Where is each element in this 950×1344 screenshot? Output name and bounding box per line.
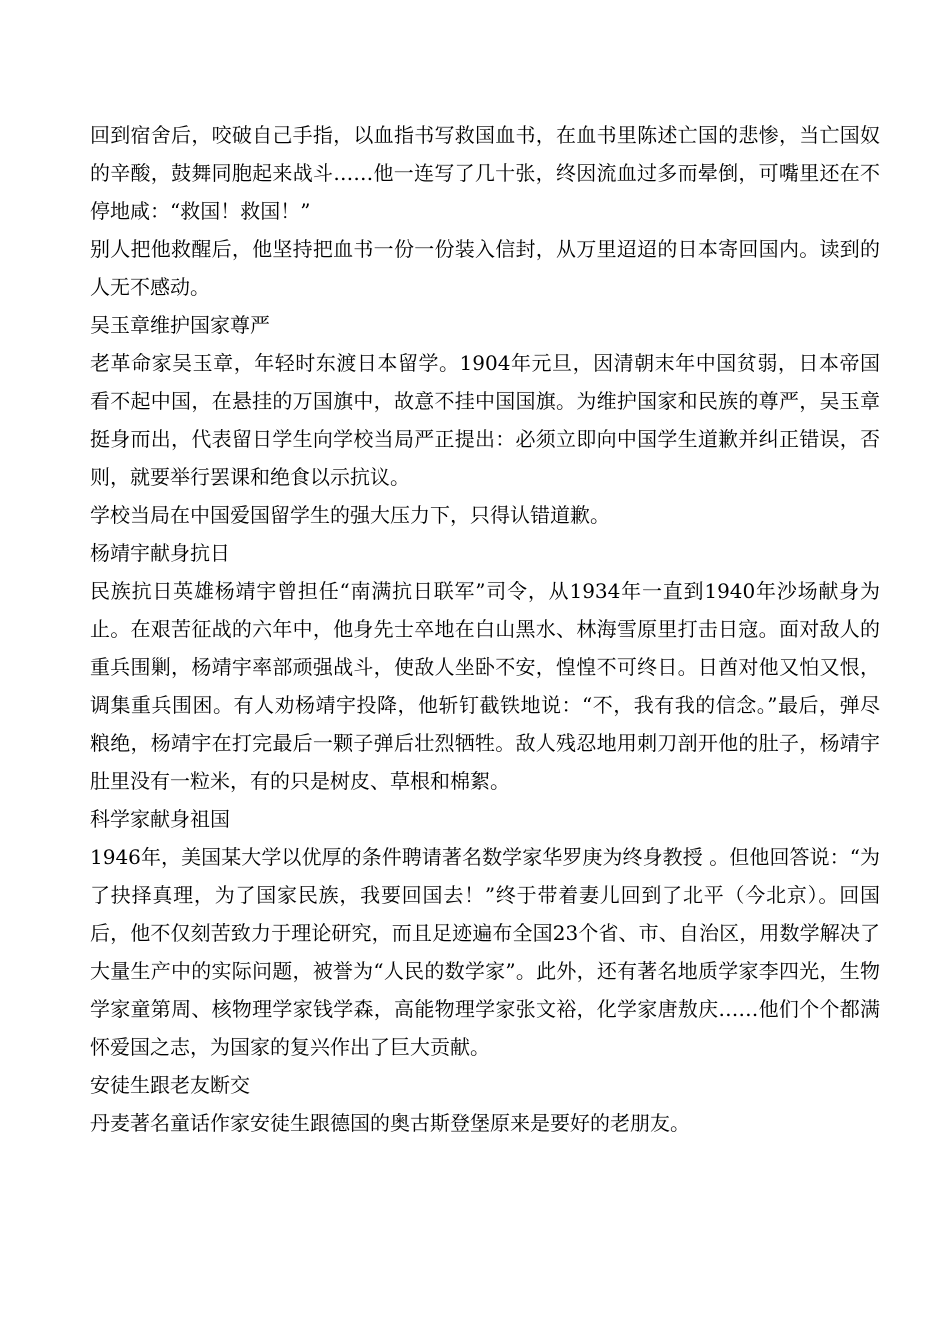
- paragraph: 别人把他救醒后，他坚持把血书一份一份装入信封，从万里迢迢的日本寄回国内。读到的人无不感动。: [90, 237, 880, 299]
- section-heading: 科学家献身祖国: [90, 807, 230, 831]
- paragraph: 老革命家吴玉章，年轻时东渡日本留学。1904年元旦，因清朝末年中国贫弱，日本帝国看不起中国，在悬挂的万国旗中，故意不挂中国国旗。为维护国家和民族的尊严，吴玉章挺身而出，代表留日学生向学校当局严正提出：必须立即向中国学生道歉并纠正错误，否则，就要举行罢课和绝食以示抗议。: [90, 351, 880, 489]
- paragraph: 民族抗日英雄杨靖宇曾担任“南满抗日联军”司令，从1934年一直到1940年沙场献身为止。在艰苦征战的六年中，他身先士卒地在白山黑水、林海雪原里打击日寇。面对敌人的重兵围剿，杨靖宇率部顽强战斗，使敌人坐卧不安，惶惶不可终日。日酋对他又怕又恨，调集重兵围困。有人劝杨靖宇投降，他斩钉截铁地说：“不，我有我的信念。”最后，弹尽粮绝，杨靖宇在打完最后一颗子弹后壮烈牺牲。敌人残忍地用刺刀剖开他的肚子，杨靖宇肚里没有一粒米，有的只是树皮、草根和棉絮。: [90, 579, 880, 793]
- section-heading: 杨靖宇献身抗日: [90, 541, 230, 565]
- section-heading: 安徒生跟老友断交: [90, 1073, 250, 1097]
- paragraph: 1946年，美国某大学以优厚的条件聘请著名数学家华罗庚为终身教授 。但他回答说：“为了抉择真理，为了国家民族，我要回国去！”终于带着妻儿回到了北平（今北京）。回国后，他不仅刻苦致力于理论研究，而且足迹遍布全国23个省、市、自治区，用数学解决了大量生产中的实际问题，被誉为“人民的数学家”。此外，还有著名地质学家李四光，生物学家童第周、核物理学家钱学森，高能物理学家张文裕，化学家唐敖庆……他们个个都满怀爱国之志，为国家的复兴作出了巨大贡献。: [90, 845, 880, 1059]
- paragraph: 回到宿舍后，咬破自己手指，以血指书写救国血书，在血书里陈述亡国的悲惨，当亡国奴的辛酸，鼓舞同胞起来战斗……他一连写了几十张，终因流血过多而晕倒，可嘴里还在不停地咸：“救国！救国！”: [90, 123, 880, 223]
- paragraph: 学校当局在中国爱国留学生的强大压力下，只得认错道歉。: [90, 503, 610, 527]
- document-page: [90, 116, 880, 1142]
- paragraph: 丹麦著名童话作家安徒生跟德国的奥古斯登堡原来是要好的老朋友。: [90, 1111, 690, 1135]
- section-heading: 吴玉章维护国家尊严: [90, 313, 270, 337]
